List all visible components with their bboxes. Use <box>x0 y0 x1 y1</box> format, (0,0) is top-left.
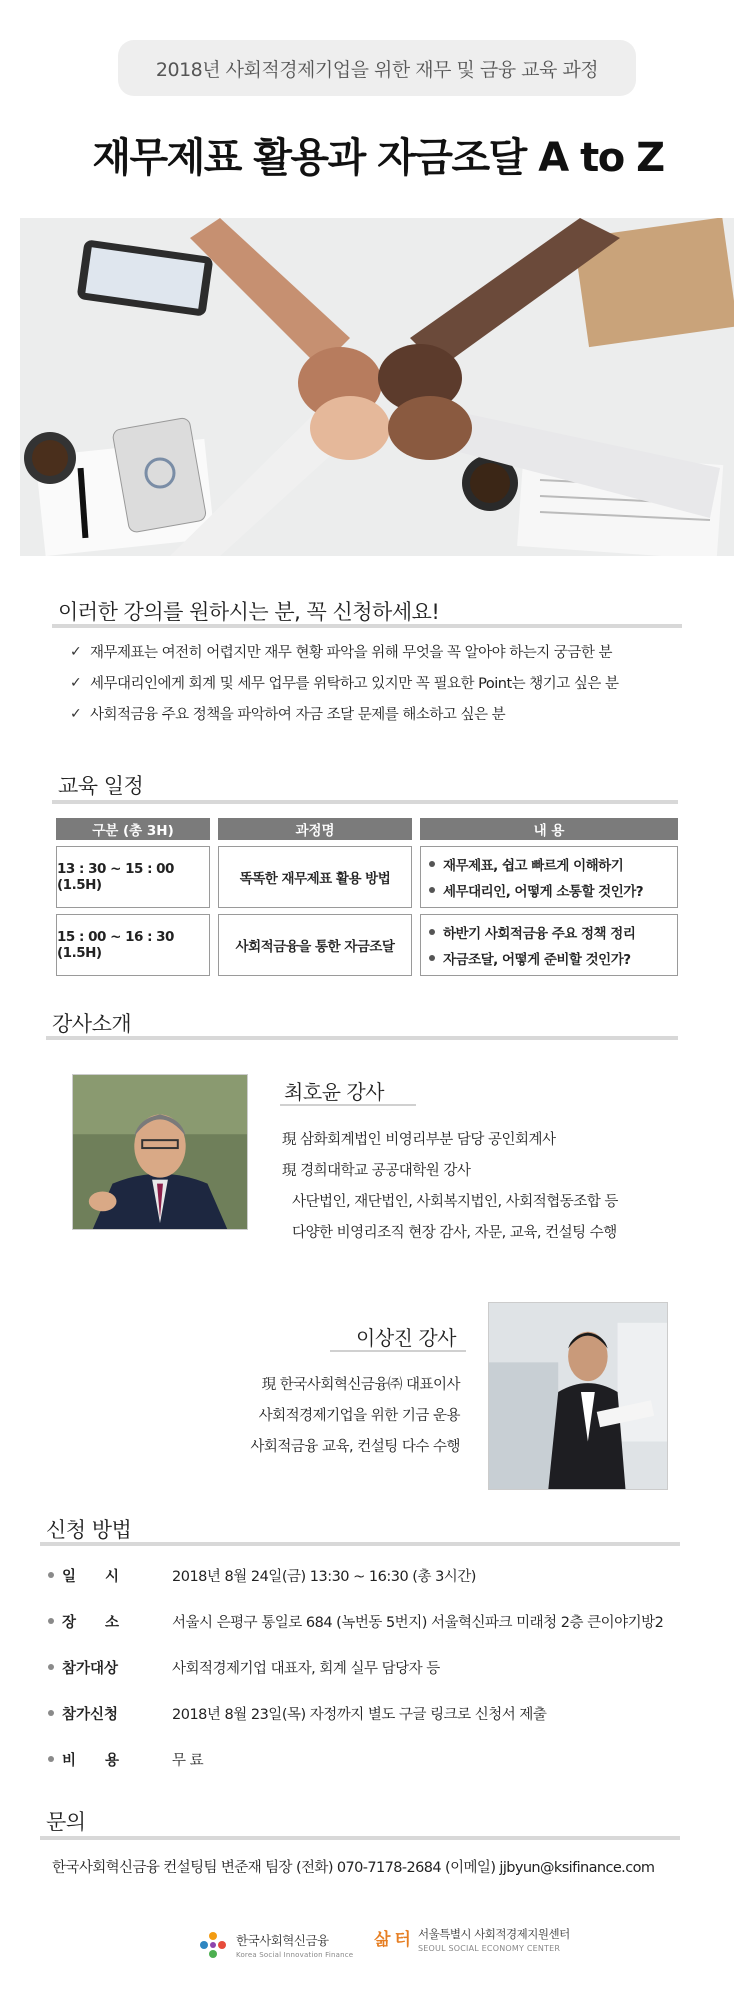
ksif-logo-icon <box>196 1928 230 1962</box>
instructor-1-bio <box>282 1125 618 1249</box>
sec-logo-mark: 삶 터 <box>374 1929 410 1950</box>
apply-label: 참가신청 <box>62 1706 119 1723</box>
instructor-2-bio <box>210 1370 460 1463</box>
cell-time: 15 : 00 ~ 16 : 30 (1.5H) <box>56 914 210 976</box>
apply-divider <box>40 1542 680 1546</box>
bullet-icon <box>429 887 435 893</box>
cell-course: 사회적금융을 통한 자금조달 <box>218 914 412 976</box>
content-text: 세무대리인, 어떻게 소통할 것인가? <box>443 884 644 900</box>
bullet-icon <box>48 1756 54 1762</box>
bio-line: 다양한 비영리조직 현장 감사, 자문, 교육, 컨설팅 수행 <box>292 1225 617 1241</box>
ksif-logo-name: 한국사회혁신금융 <box>236 1933 329 1948</box>
target-item-text: 재무제표는 여전히 어렵지만 재무 현황 파악을 위해 무엇을 꼭 알아야 하는지 궁금한 분 <box>90 645 613 661</box>
column-header-contents: 내 용 <box>420 818 678 840</box>
list-item <box>48 1736 708 1782</box>
course-banner <box>118 40 636 96</box>
schedule-table <box>56 818 678 976</box>
content-text: 자금조달, 어떻게 준비할 것인가? <box>443 952 631 968</box>
sec-logo-name: 서울특별시 사회적경제지원센터 <box>418 1927 570 1941</box>
page-title: 재무제표 활용과 자금조달 A to Z <box>92 135 664 181</box>
instructor-1-photo <box>72 1074 248 1230</box>
column-header-time: 구분 (총 3H) <box>56 818 210 840</box>
cell-course: 똑똑한 재무제표 활용 방법 <box>218 846 412 908</box>
bullet-icon <box>48 1664 54 1670</box>
content-text: 하반기 사회적금융 주요 정책 정리 <box>443 926 636 942</box>
table-header <box>56 818 678 840</box>
hero-image <box>20 218 734 556</box>
bio-line: 現 삼화회계법인 비영리부분 담당 공인회계사 <box>282 1132 556 1148</box>
contact-divider <box>40 1836 680 1840</box>
list-item <box>48 1690 708 1736</box>
apply-value: 2018년 8월 24일(금) 13:30 ~ 16:30 (총 3시간) <box>172 1568 476 1585</box>
apply-value: 2018년 8월 23일(목) 자정까지 별도 구글 링크로 신청서 제출 <box>172 1706 547 1723</box>
instructors-divider <box>46 1036 678 1040</box>
cell-contents <box>420 846 678 908</box>
check-icon: ✓ <box>70 674 82 691</box>
table-row <box>56 846 678 908</box>
instructor-1-underline <box>280 1104 416 1106</box>
apply-list <box>48 1552 708 1782</box>
apply-label: 참가대상 <box>62 1660 119 1677</box>
ksif-logo <box>196 1928 353 1962</box>
contact-text: 한국사회혁신금융 컨설팅팀 변준재 팀장 (전화) 070-7178-2684 (이메일) jjbyun@ksifinance.com <box>52 1860 655 1876</box>
instructors-heading: 강사소개 <box>52 1012 132 1036</box>
sec-logo-sub: SEOUL SOCIAL ECONOMY CENTER <box>418 1944 561 1953</box>
apply-heading: 신청 방법 <box>46 1518 132 1542</box>
bio-line: 現 경희대학교 공공대학원 강사 <box>282 1163 471 1179</box>
bullet-icon <box>429 955 435 961</box>
target-item-text: 사회적금융 주요 정책을 파악하여 자금 조달 문제를 해소하고 싶은 분 <box>90 707 506 723</box>
bio-line: 사회적금융 교육, 컨설팅 다수 수행 <box>250 1439 460 1455</box>
check-icon: ✓ <box>70 643 82 660</box>
bullet-icon <box>48 1710 54 1716</box>
cell-time: 13 : 30 ~ 15 : 00 (1.5H) <box>56 846 210 908</box>
list-item <box>70 636 710 667</box>
apply-label: 장 소 <box>62 1614 120 1631</box>
apply-label: 비 용 <box>62 1752 120 1769</box>
schedule-divider <box>52 800 678 804</box>
bullet-icon <box>429 929 435 935</box>
bullet-icon <box>48 1572 54 1578</box>
check-icon: ✓ <box>70 705 82 722</box>
bio-line: 사단법인, 재단법인, 사회복지법인, 사회적협동조합 등 <box>292 1194 618 1210</box>
bullet-icon <box>48 1618 54 1624</box>
list-item <box>48 1644 708 1690</box>
contact-heading: 문의 <box>46 1810 86 1834</box>
apply-value: 사회적경제기업 대표자, 회계 실무 담당자 등 <box>172 1660 440 1677</box>
instructor-2-name: 이상진 강사 <box>356 1326 456 1350</box>
ksif-logo-sub: Korea Social Innovation Finance <box>236 1951 354 1959</box>
target-list <box>70 636 710 729</box>
list-item <box>70 667 710 698</box>
column-header-course: 과정명 <box>218 818 412 840</box>
content-item <box>429 922 635 942</box>
content-item <box>429 854 623 874</box>
content-text: 재무제표, 쉽고 빠르게 이해하기 <box>443 858 624 874</box>
target-divider <box>52 624 682 628</box>
list-item <box>48 1552 708 1598</box>
list-item <box>48 1598 708 1644</box>
bio-line: 사회적경제기업을 위한 기금 운용 <box>258 1408 460 1424</box>
course-line: 2018년 사회적경제기업을 위한 재무 및 금융 교육 과정 <box>155 58 599 81</box>
bio-line: 現 한국사회혁신금융㈜ 대표이사 <box>261 1377 460 1393</box>
apply-value: 무 료 <box>172 1752 204 1769</box>
bullet-icon <box>429 861 435 867</box>
apply-label: 일 시 <box>62 1568 120 1585</box>
sec-logo <box>372 1926 570 1953</box>
list-item <box>70 698 710 729</box>
instructor-2-underline <box>330 1350 466 1352</box>
target-item-text: 세무대리인에게 회계 및 세무 업무를 위탁하고 있지만 꼭 필요한 Point는 챙기고 싶은 분 <box>90 676 619 692</box>
content-item <box>429 880 643 900</box>
apply-value: 서울시 은평구 통일로 684 (녹번동 5번지) 서울혁신파크 미래청 2층 큰이야기방2 <box>172 1614 664 1631</box>
cell-contents <box>420 914 678 976</box>
target-heading: 이러한 강의를 원하시는 분, 꼭 신청하세요! <box>58 600 440 624</box>
schedule-heading: 교육 일정 <box>58 774 144 798</box>
content-item <box>429 948 631 968</box>
instructor-1-name: 최호윤 강사 <box>284 1080 384 1104</box>
table-row <box>56 914 678 976</box>
instructor-2-photo <box>488 1302 668 1490</box>
